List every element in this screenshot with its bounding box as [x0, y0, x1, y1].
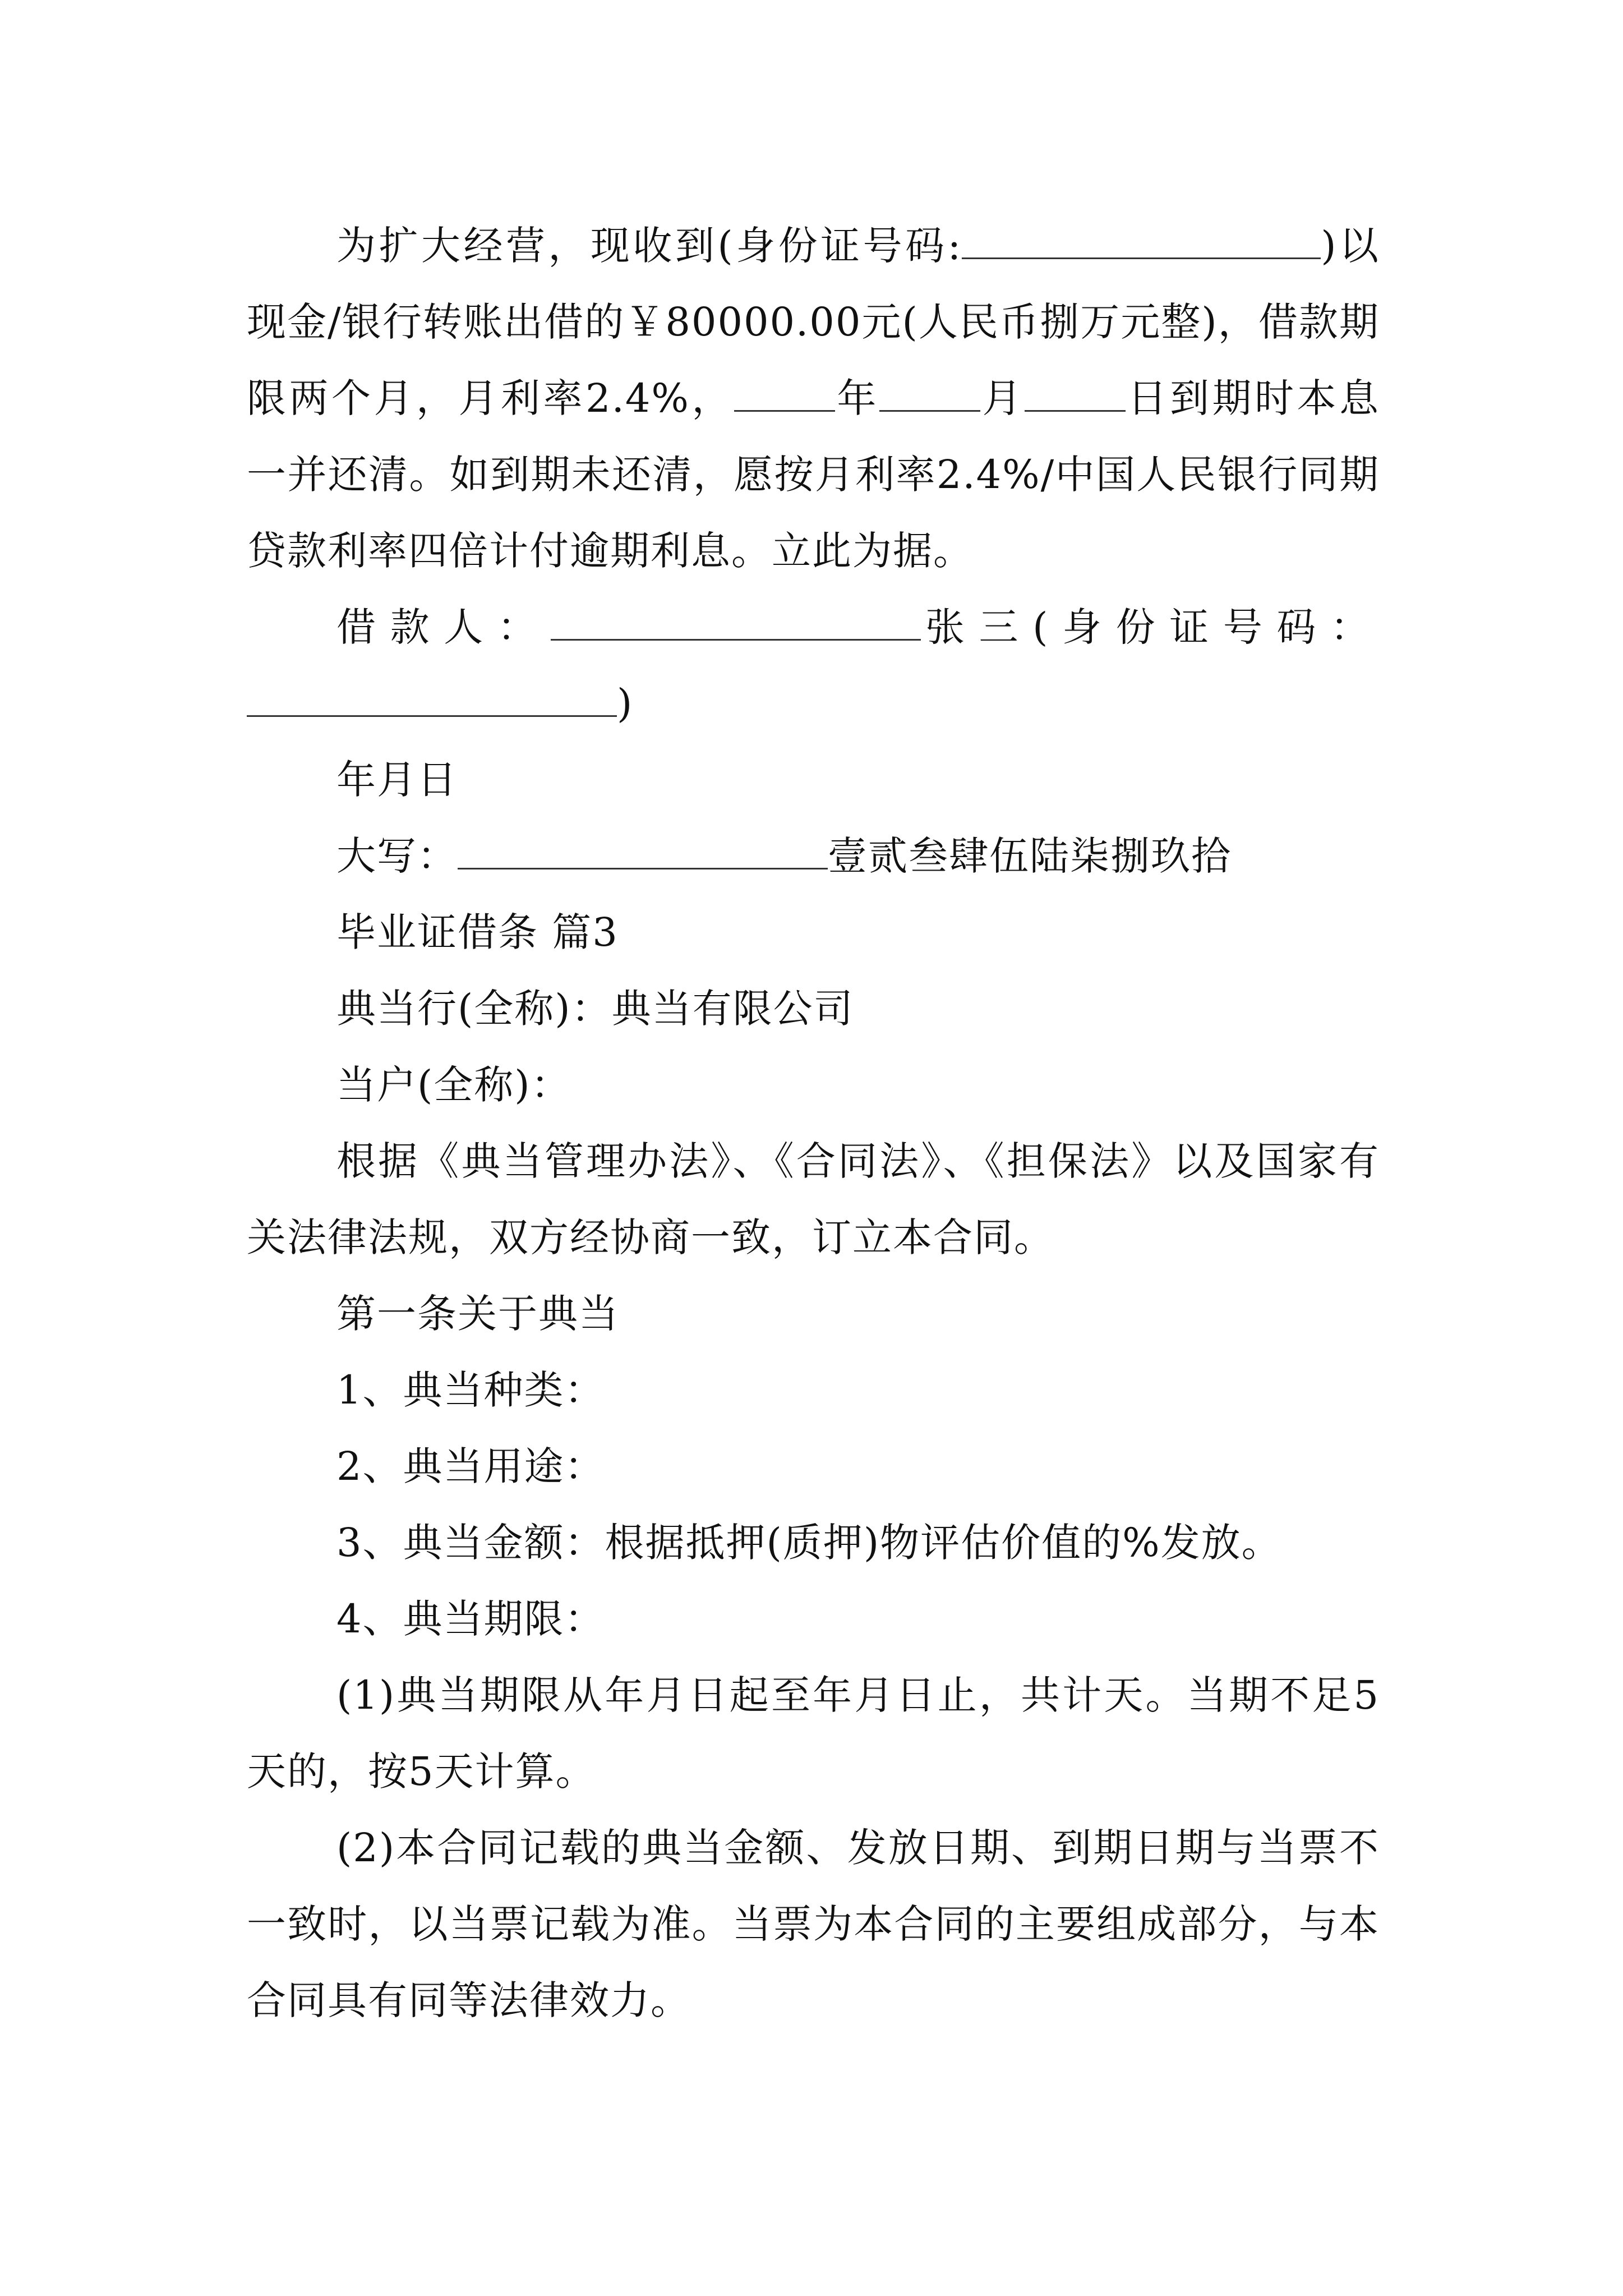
month-label: 月: [980, 375, 1025, 421]
pawnshop-line: 典当行(全称)：典当有限公司: [336, 986, 854, 1032]
year-blank: [734, 375, 835, 412]
borrower-label: 借款人：: [336, 604, 551, 650]
document-body: [247, 208, 1380, 2039]
borrower-line: [247, 589, 1380, 742]
daxie-blank: [458, 833, 828, 869]
section-title: 毕业证借条 篇3: [336, 909, 619, 955]
borrower-name: 张三(身份证号码：: [921, 604, 1380, 650]
date-line: 年月日: [336, 757, 458, 803]
borrower-signature-blank: [551, 604, 921, 641]
sub-item-1: (1)典当期限从年月日起至年月日止，共计天。当期不足5天的，按5天计算。: [247, 1672, 1380, 1795]
id-number-blank: [962, 223, 1321, 259]
loan-note-paragraph: [247, 208, 1380, 589]
borrower-id-blank: [247, 680, 617, 717]
year-label: 年: [834, 375, 879, 421]
month-blank: [879, 375, 980, 412]
loan-note-text-3: 日到期时本息一并还清。如到期未还清，愿按月利率2.4%/中国人民银行同期贷款利率四倍计付逾期利息。立此为据。: [247, 375, 1380, 574]
daxie-label: 大写：: [336, 833, 458, 879]
loan-note-text-1: 为扩大经营，现收到(身份证号码:: [336, 223, 962, 269]
item-3: 3、典当金额：根据抵押(质押)物评估价值的%发放。: [336, 1520, 1282, 1566]
borrower-close: ): [617, 680, 643, 726]
daxie-value: 壹贰叁肆伍陆柒捌玖拾: [828, 833, 1232, 879]
article-1-heading: 第一条关于典当: [336, 1291, 619, 1337]
daxie-line: [247, 818, 1380, 894]
day-blank: [1025, 375, 1126, 412]
sub-item-2: (2)本合同记载的典当金额、发放日期、到期日期与当票不一致时，以当票记载为准。当票为本合同的主要组成部分，与本合同具有同等法律效力。: [247, 1825, 1380, 2023]
intro-paragraph: 根据《典当管理办法》、《合同法》、《担保法》以及国家有关法律法规，双方经协商一致，订立本合同。: [247, 1138, 1380, 1260]
pawner-line: 当户(全称)：: [336, 1062, 571, 1108]
loan-note-text-2: )以现金/银行转账出借的￥80000.00元(人民币捌万元整)，借款期限两个月，月利率2.4%，: [247, 223, 1380, 421]
item-4: 4、典当期限：: [336, 1596, 605, 1642]
item-2: 2、典当用途：: [336, 1443, 605, 1489]
item-1: 1、典当种类：: [336, 1367, 605, 1413]
